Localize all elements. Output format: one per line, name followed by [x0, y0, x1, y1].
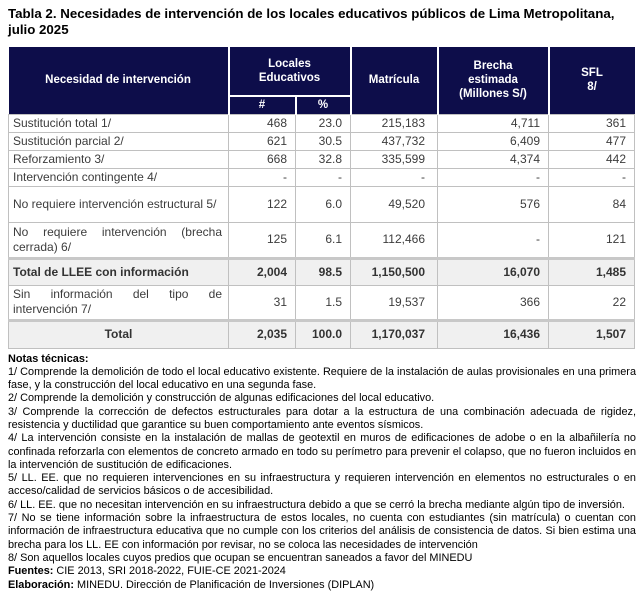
cell-count: - — [229, 168, 296, 186]
cell-percent: 98.5 — [296, 258, 351, 285]
cell-matricula: 335,599 — [351, 150, 438, 168]
table-body — [9, 114, 635, 348]
note-line-1: 1/ Comprende la demolición de todo el local educativo existente. Requiere de la instalación de aulas provisionales en una primera fase, y la construcción del local educativo en una segunda fase. — [8, 365, 636, 392]
note-line-5: 5/ LL. EE. que no requieren intervenciones en su infraestructura y requieren intervención en elementos no estructurales o en acceso/calidad de servicios básicos o de accesibilidad. — [8, 472, 636, 498]
cell-necesidad: Total de LLEE con información — [9, 258, 229, 285]
cell-brecha: - — [438, 222, 549, 258]
table-row-total-llee — [9, 258, 635, 285]
notes-section — [8, 353, 636, 592]
cell-brecha: 16,436 — [438, 320, 549, 348]
note-line-7: 7/ No se tiene información sobre la infraestructura de estos locales, no cuenta con estudiantes (sin matrícula) o cuentan con información de infraestructura educativa que no cumple con los criterios del análisis de consistencia de datos. Si bien estima una brecha para los LL. EE con información por revisar, no se coloca las necesidades de intervención — [8, 512, 636, 551]
cell-brecha: 16,070 — [438, 258, 549, 285]
elaboracion-line — [8, 579, 636, 592]
cell-sfl: 477 — [549, 132, 635, 150]
header-line: SFL — [581, 67, 603, 80]
table-row — [9, 114, 635, 132]
column-header-sfl — [549, 47, 635, 114]
header-line: Brecha — [473, 60, 513, 73]
cell-necesidad: Total — [9, 320, 229, 348]
cell-count: 468 — [229, 114, 296, 132]
cell-matricula: 49,520 — [351, 186, 438, 222]
cell-brecha: 6,409 — [438, 132, 549, 150]
table-row — [9, 168, 635, 186]
cell-count: 31 — [229, 285, 296, 320]
cell-percent: 6.0 — [296, 186, 351, 222]
cell-matricula: - — [351, 168, 438, 186]
cell-necesidad: Sustitución parcial 2/ — [9, 132, 229, 150]
cell-count: 122 — [229, 186, 296, 222]
cell-brecha: - — [438, 168, 549, 186]
header-line: (Millones S/) — [459, 88, 527, 101]
note-line-2: 2/ Comprende la demolición y construcción de algunas edificaciones del local educativo. — [8, 392, 435, 405]
column-header-percent: % — [296, 96, 351, 114]
cell-percent: - — [296, 168, 351, 186]
cell-necesidad: Reforzamiento 3/ — [9, 150, 229, 168]
header-line: Locales — [268, 58, 311, 70]
cell-sfl: 1,485 — [549, 258, 635, 285]
cell-percent: 6.1 — [296, 222, 351, 258]
table-row — [9, 285, 635, 320]
cell-sfl: 121 — [549, 222, 635, 258]
fuentes-label: Fuentes: — [8, 565, 54, 578]
cell-brecha: 4,374 — [438, 150, 549, 168]
header-line: 8/ — [587, 81, 597, 94]
cell-necesidad: No requiere intervención (brecha cerrada) 6/ — [9, 222, 229, 258]
cell-necesidad: Sin información del tipo de intervención 7/ — [9, 285, 229, 320]
cell-sfl: 22 — [549, 285, 635, 320]
table-row — [9, 150, 635, 168]
cell-percent: 30.5 — [296, 132, 351, 150]
cell-count: 621 — [229, 132, 296, 150]
cell-necesidad: Intervención contingente 4/ — [9, 168, 229, 186]
cell-matricula: 215,183 — [351, 114, 438, 132]
cell-sfl: 1,507 — [549, 320, 635, 348]
cell-sfl: - — [549, 168, 635, 186]
table-row — [9, 222, 635, 258]
cell-matricula: 437,732 — [351, 132, 438, 150]
table-row — [9, 132, 635, 150]
note-line-4: 4/ La intervención consiste en la instalación de mallas de geotextil en muros de edificaciones de adobe o en la albañilería no confinada reforzarla con elementos de concreto armado en todo su perímetro para prevenir el colapso, que no fueron incluidos en la intervención de sustitución de edificaciones. — [8, 432, 636, 471]
column-header-brecha — [438, 47, 549, 114]
cell-percent: 100.0 — [296, 320, 351, 348]
column-header-matricula: Matrícula — [351, 47, 438, 114]
cell-count: 2,035 — [229, 320, 296, 348]
column-header-necesidad: Necesidad de intervención — [9, 47, 229, 114]
header-line: Educativos — [258, 72, 321, 84]
cell-percent: 23.0 — [296, 114, 351, 132]
cell-sfl: 361 — [549, 114, 635, 132]
intervention-needs-table — [8, 47, 635, 349]
table-header — [9, 47, 635, 114]
cell-sfl: 442 — [549, 150, 635, 168]
column-header-locales-educativos — [229, 47, 351, 96]
cell-brecha: 366 — [438, 285, 549, 320]
cell-matricula: 19,537 — [351, 285, 438, 320]
cell-matricula: 1,170,037 — [351, 320, 438, 348]
fuentes-text: CIE 2013, SRI 2018-2022, FUIE-CE 2021-2024 — [53, 565, 286, 578]
cell-brecha: 4,711 — [438, 114, 549, 132]
cell-necesidad: No requiere intervención estructural 5/ — [9, 186, 229, 222]
cell-sfl: 84 — [549, 186, 635, 222]
cell-count: 668 — [229, 150, 296, 168]
cell-matricula: 1,150,500 — [351, 258, 438, 285]
fuentes-line — [8, 565, 636, 578]
table-title: Tabla 2. Necesidades de intervención de los locales educativos públicos de Lima Metropolitana, julio 2025 — [8, 6, 615, 37]
cell-necesidad: Sustitución total 1/ — [9, 114, 229, 132]
note-line-3: 3/ Comprende la corrección de defectos estructurales para dotar a la estructura de una combinación adecuada de rigidez, resistencia y ductilidad que garantice su buen comportamiento ante eventos sísmicos. — [8, 405, 636, 431]
elaboracion-text: MINEDU. Dirección de Planificación de Inversiones (DIPLAN) — [73, 578, 375, 591]
notes-heading: Notas técnicas: — [8, 352, 89, 365]
elaboracion-label: Elaboración: — [8, 578, 74, 591]
table-row-total — [9, 320, 635, 348]
table-row — [9, 186, 635, 222]
cell-percent: 32.8 — [296, 150, 351, 168]
note-line-6: 6/ LL. EE. que no necesitan intervención en su infraestructura debido a que se cerró la brecha mediante algún tipo de inversión. — [8, 498, 625, 511]
cell-brecha: 576 — [438, 186, 549, 222]
cell-count: 2,004 — [229, 258, 296, 285]
header-line: estimada — [468, 74, 518, 87]
column-header-count: # — [229, 96, 296, 114]
cell-matricula: 112,466 — [351, 222, 438, 258]
cell-percent: 1.5 — [296, 285, 351, 320]
cell-count: 125 — [229, 222, 296, 258]
note-line-8: 8/ Son aquellos locales cuyos predios que ocupan se encuentran saneados a favor del MINEDU — [8, 551, 473, 564]
